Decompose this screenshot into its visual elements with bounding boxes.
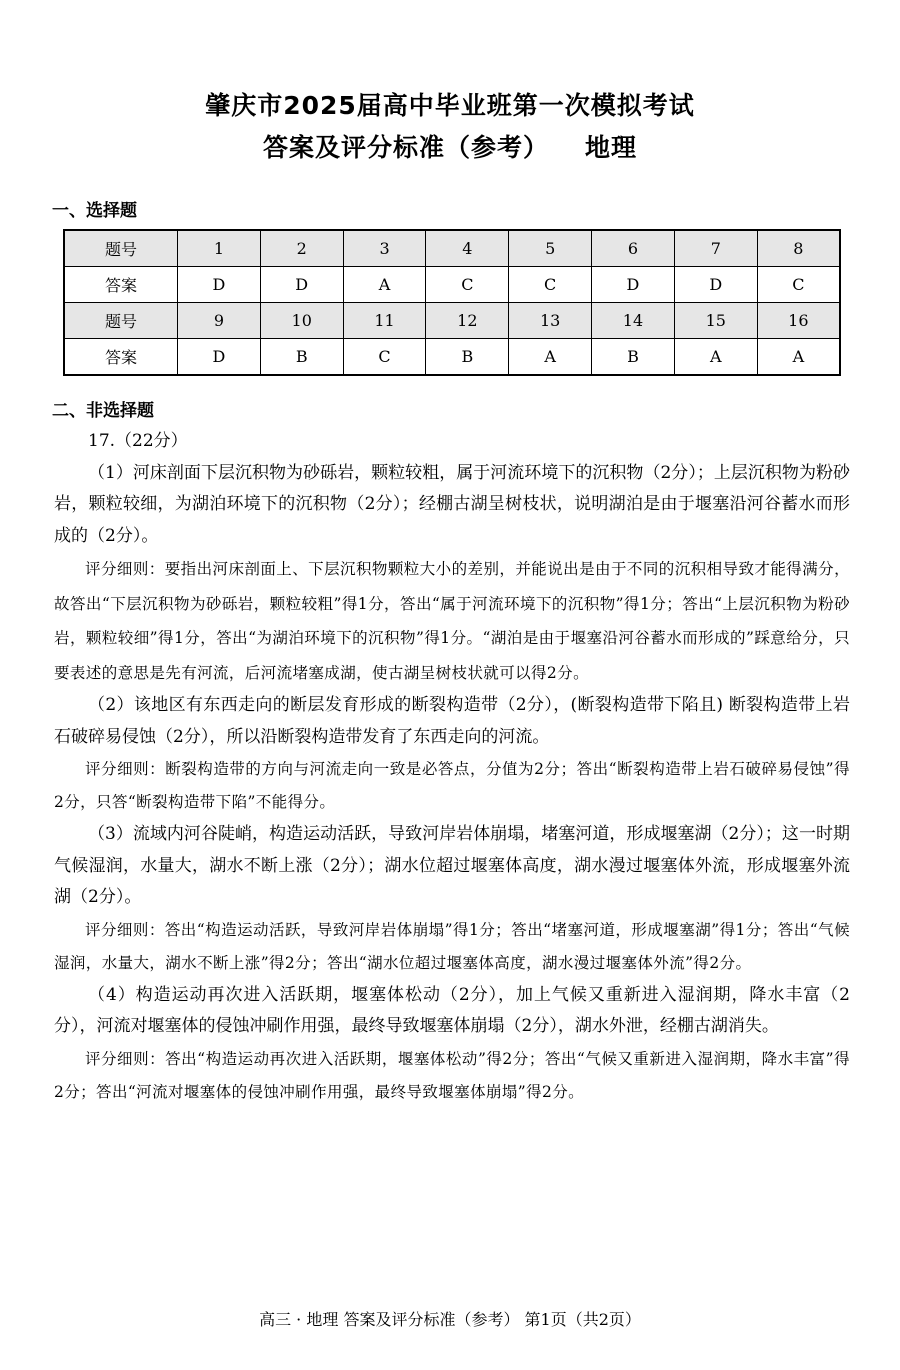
page-footer: 高三 · 地理 答案及评分标准（参考） 第1页（共2页）: [259, 1310, 641, 1329]
table-cell: C: [343, 339, 426, 376]
row-label: 答案: [64, 267, 178, 303]
answer-paragraph: （4）构造运动再次进入活跃期，堰塞体松动（2分），加上气候又重新进入湿润期，降水丰富（2分），河流对堰塞体的侵蚀冲刷作用强，最终导致堰塞体崩塌（2分），湖水外泄，经棚古湖消失。: [54, 984, 850, 1036]
table-cell: 12: [426, 303, 509, 339]
page-title: 肇庆市2025届高中毕业班第一次模拟考试: [205, 91, 695, 120]
table-row: [64, 303, 840, 339]
table-cell: 15: [674, 303, 757, 339]
table-cell: 16: [757, 303, 840, 339]
table-cell: A: [343, 267, 426, 303]
table-cell: 4: [426, 230, 509, 267]
table-cell: A: [757, 339, 840, 376]
table-cell: 14: [592, 303, 675, 339]
table-cell: D: [674, 267, 757, 303]
scoring-rules: 评分细则：要指出河床剖面上、下层沉积物颗粒大小的差别，并能说出是由于不同的沉积相导致才能得满分，故答出“下层沉积物为砂砾岩，颗粒较粗”得1分，答出“属于河流环境下的沉积物”得1分；答出“上层沉积物为粉砂岩，颗粒较细”得1分，答出“为湖泊环境下的沉积物”得1分。“湖泊是由于堰塞沿河谷蓄水而形成的”踩意给分，只要表述的意思是先有河流，后河流堵塞成湖，使古湖呈树枝状就可以得2分。: [54, 560, 850, 682]
scoring-rules: 评分细则：答出“构造运动活跃，导致河岸岩体崩塌”得1分；答出“堵塞河道，形成堰塞湖”得1分；答出“气候湿润，水量大，湖水不断上涨”得2分；答出“湖水位超过堰塞体高度，湖水漫过堰塞体外流”得2分。: [54, 920, 850, 972]
table-cell: 7: [674, 230, 757, 267]
table-cell: A: [509, 339, 592, 376]
table-cell: B: [260, 339, 343, 376]
table-cell: 11: [343, 303, 426, 339]
table-cell: D: [178, 267, 261, 303]
table-cell: 10: [260, 303, 343, 339]
table-row: [64, 267, 840, 303]
table-cell: 1: [178, 230, 261, 267]
table-row: [64, 339, 840, 376]
question-title: 17.（22分）: [88, 431, 188, 451]
table-cell: C: [426, 267, 509, 303]
table-cell: D: [178, 339, 261, 376]
table-row: [64, 230, 840, 267]
row-label: 题号: [64, 230, 178, 267]
table-cell: 2: [260, 230, 343, 267]
table-cell: D: [260, 267, 343, 303]
table-cell: B: [592, 339, 675, 376]
table-cell: 13: [509, 303, 592, 339]
table-cell: 6: [592, 230, 675, 267]
table-cell: 3: [343, 230, 426, 267]
page-subtitle: [0, 128, 900, 164]
answer-content: [54, 426, 850, 1109]
table-cell: A: [674, 339, 757, 376]
answer-paragraph: （3）流域内河谷陡峭，构造运动活跃，导致河岸岩体崩塌，堵塞河道，形成堰塞湖（2分）；这一时期气候湿润，水量大，湖水不断上涨（2分）；湖水位超过堰塞体高度，湖水漫过堰塞体外流，形成堰塞外流湖（2分）。: [54, 824, 850, 907]
table-cell: C: [757, 267, 840, 303]
answer-table: [63, 229, 841, 376]
answer-paragraph: （2）该地区有东西走向的断层发育形成的断裂构造带（2分），(断裂构造带下陷且) 断裂构造带上岩石破碎易侵蚀（2分），所以沿断裂构造带发育了东西走向的河流。: [54, 695, 850, 747]
subject-label: 地理: [585, 133, 638, 162]
scoring-rules: 评分细则：断裂构造带的方向与河流走向一致是必答点，分值为2分；答出“断裂构造带上岩石破碎易侵蚀”得2分，只答“断裂构造带下陷”不能得分。: [54, 760, 850, 811]
section-heading-nonchoice: 二、非选择题: [52, 401, 154, 421]
table-cell: C: [509, 267, 592, 303]
table-cell: 9: [178, 303, 261, 339]
section-heading-choice: 一、选择题: [52, 201, 137, 221]
row-label: 答案: [64, 339, 178, 376]
table-cell: D: [592, 267, 675, 303]
row-label: 题号: [64, 303, 178, 339]
table-cell: 5: [509, 230, 592, 267]
scoring-rules: 评分细则：答出“构造运动再次进入活跃期，堰塞体松动”得2分；答出“气候又重新进入湿润期，降水丰富”得2分；答出“河流对堰塞体的侵蚀冲刷作用强，最终导致堰塞体崩塌”得2分。: [54, 1049, 850, 1101]
answer-paragraph: （1）河床剖面下层沉积物为砂砾岩，颗粒较粗，属于河流环境下的沉积物（2分）；上层沉积物为粉砂岩，颗粒较细，为湖泊环境下的沉积物（2分）；经棚古湖呈树枝状，说明湖泊是由于堰塞沿河谷蓄水而形成的（2分）。: [54, 462, 850, 546]
subtitle-text: 答案及评分标准（参考）: [262, 133, 549, 162]
table-cell: B: [426, 339, 509, 376]
table-cell: 8: [757, 230, 840, 267]
